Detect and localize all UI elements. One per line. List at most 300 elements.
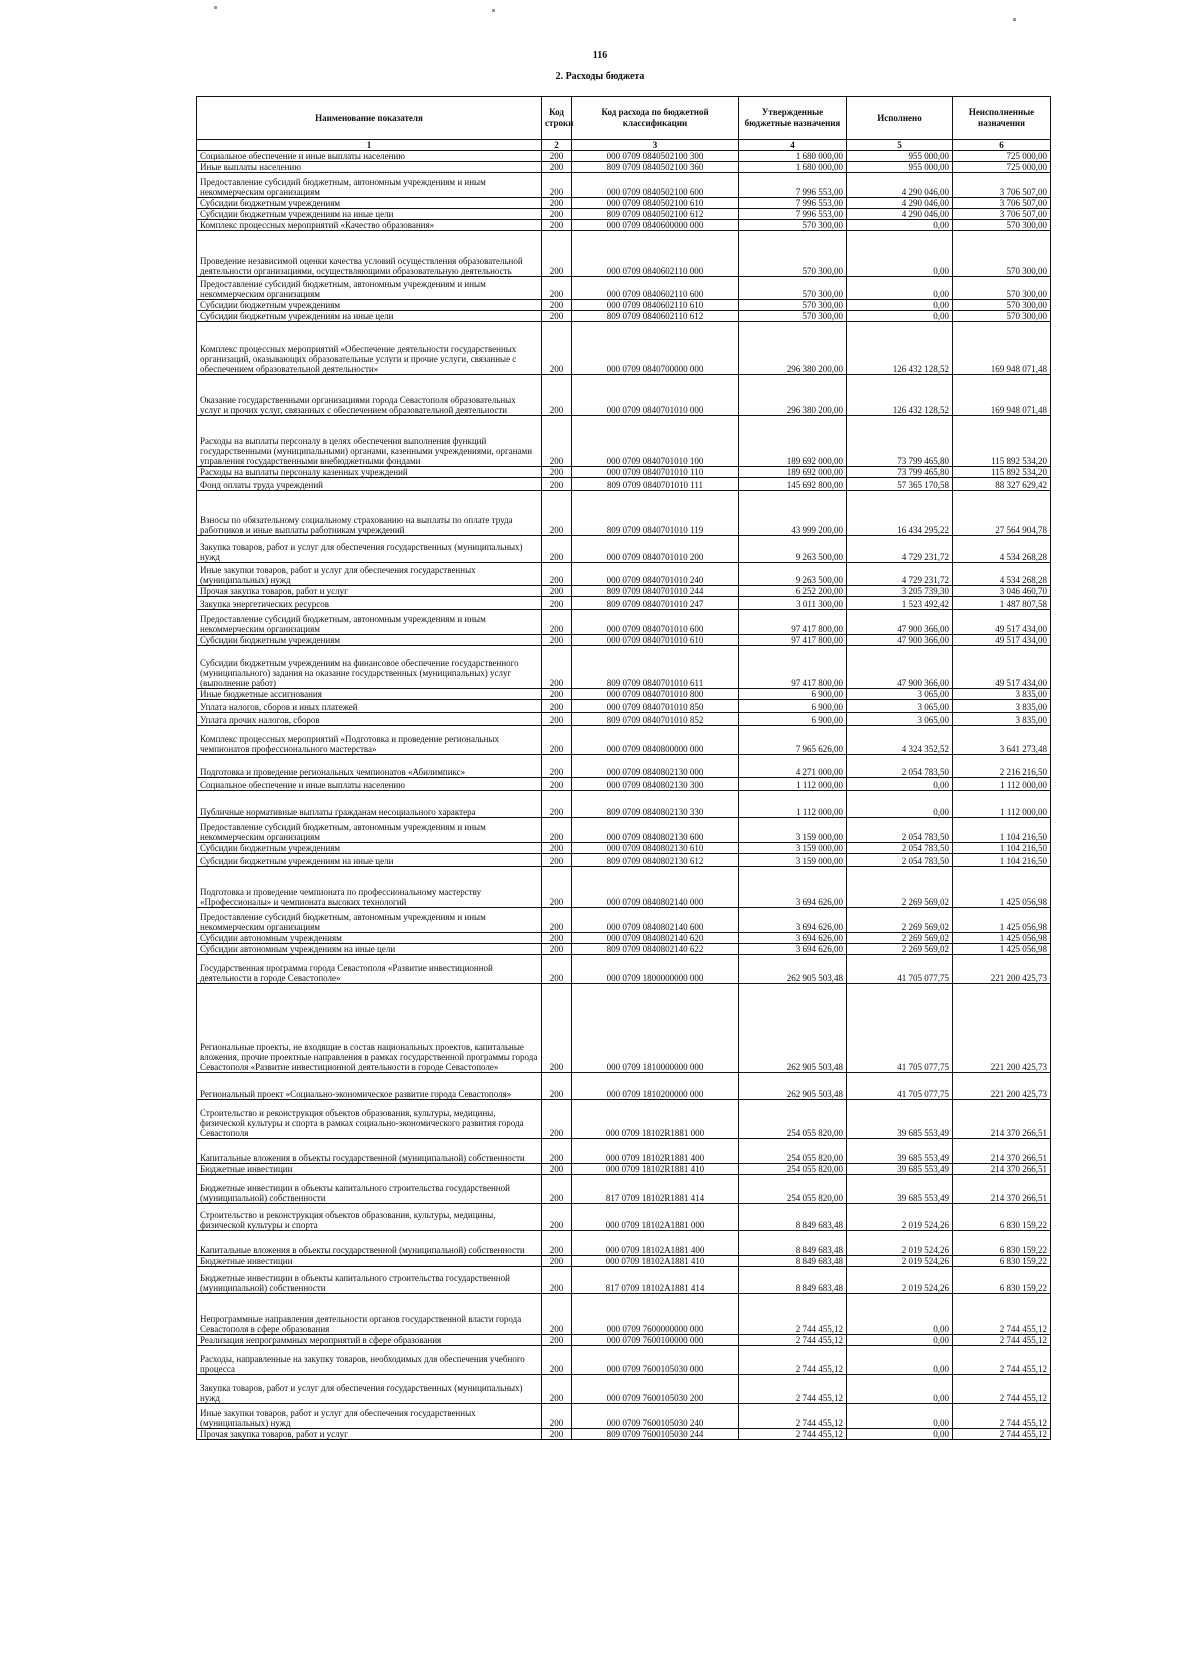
row-name: Подготовка и проведение региональных чемпионатов «Абилимпикс» [197,755,542,778]
row-executed: 2 269 569,02 [847,933,953,944]
row-approved: 570 300,00 [739,300,847,311]
row-name: Субсидии бюджетным учреждениям [197,198,542,209]
row-unexecuted: 49 517 434,00 [953,646,1051,689]
row-executed: 47 900 366,00 [847,610,953,635]
row-name: Иные бюджетные ассигнования [197,689,542,700]
row-unexecuted: 49 517 434,00 [953,635,1051,646]
row-unexecuted: 3 641 273,48 [953,726,1051,755]
row-name: Субсидии автономным учреждениям [197,933,542,944]
row-expense-code: 000 0709 7600000000 000 [572,1294,739,1335]
row-name: Бюджетные инвестиции в объекты капитального строительства государственной (муниципальной) собственности [197,1267,542,1294]
row-line-code: 200 [542,311,572,322]
row-executed: 1 523 492,42 [847,597,953,610]
header-executed: Исполнено [847,97,953,140]
row-approved: 1 112 000,00 [739,791,847,818]
row-unexecuted: 2 744 455,12 [953,1346,1051,1375]
table-row [197,1335,1051,1346]
row-approved: 8 849 683,48 [739,1256,847,1267]
row-name: Непрограммные направления деятельности органов государственной власти города Севастополя в сфере образования [197,1294,542,1335]
row-line-code: 200 [542,933,572,944]
row-line-code: 200 [542,689,572,700]
row-expense-code: 000 0709 0840802140 620 [572,933,739,944]
row-name: Строительство и реконструкция объектов образования, культуры, медицины, физической культуры и спорта в рамках социально-экономического развития города Севастополя [197,1100,542,1139]
row-executed: 2 269 569,02 [847,908,953,933]
table-row [197,955,1051,984]
row-unexecuted: 4 534 268,28 [953,536,1051,563]
row-expense-code: 000 0709 18102R1881 410 [572,1164,739,1175]
row-line-code: 200 [542,198,572,209]
row-expense-code: 000 0709 0840701010 100 [572,416,739,467]
row-approved: 570 300,00 [739,311,847,322]
table-row [197,300,1051,311]
row-expense-code: 817 0709 18102A1881 414 [572,1267,739,1294]
scan-speck [214,6,217,9]
row-unexecuted: 1 104 216,50 [953,818,1051,843]
page-title: 2. Расходы бюджета [555,71,645,82]
row-executed: 47 900 366,00 [847,646,953,689]
table-row [197,933,1051,944]
row-expense-code: 000 0709 0840502100 300 [572,151,739,162]
row-approved: 3 159 000,00 [739,854,847,867]
row-executed: 3 065,00 [847,700,953,713]
row-approved: 2 744 455,12 [739,1375,847,1404]
row-expense-code: 000 0709 0840800000 000 [572,726,739,755]
row-approved: 43 999 200,00 [739,491,847,536]
row-expense-code: 000 0709 0840802140 000 [572,867,739,908]
row-unexecuted: 1 425 056,98 [953,933,1051,944]
row-unexecuted: 2 744 455,12 [953,1429,1051,1440]
row-approved: 97 417 800,00 [739,646,847,689]
table-row [197,209,1051,220]
row-executed: 0,00 [847,231,953,277]
row-unexecuted: 3 046 460,70 [953,586,1051,597]
row-name: Капитальные вложения в объекты государственной (муниципальной) собственности [197,1139,542,1164]
table-row [197,198,1051,209]
row-expense-code: 809 0709 0840701010 111 [572,478,739,491]
row-line-code: 200 [542,1267,572,1294]
row-line-code: 200 [542,778,572,791]
row-expense-code: 809 0709 0840502100 360 [572,162,739,173]
row-line-code: 200 [542,1231,572,1256]
row-expense-code: 809 0709 7600105030 244 [572,1429,739,1440]
column-number: 2 [542,140,572,151]
table-row [197,791,1051,818]
row-unexecuted: 221 200 425,73 [953,984,1051,1073]
row-line-code: 200 [542,1346,572,1375]
row-line-code: 200 [542,1100,572,1139]
row-unexecuted: 115 892 534,20 [953,416,1051,467]
row-unexecuted: 1 112 000,00 [953,791,1051,818]
row-approved: 8 849 683,48 [739,1204,847,1231]
row-expense-code: 809 0709 0840701010 119 [572,491,739,536]
row-line-code: 200 [542,300,572,311]
row-name: Закупка энергетических ресурсов [197,597,542,610]
row-unexecuted: 570 300,00 [953,277,1051,300]
row-unexecuted: 221 200 425,73 [953,955,1051,984]
expenditure-table [196,96,1051,1440]
row-name: Взносы по обязательному социальному страхованию на выплаты по оплате труда работников и иные выплаты работникам учреждений [197,491,542,536]
row-executed: 2 269 569,02 [847,867,953,908]
row-approved: 4 271 000,00 [739,755,847,778]
row-line-code: 200 [542,478,572,491]
table-row [197,646,1051,689]
row-approved: 2 744 455,12 [739,1294,847,1335]
row-expense-code: 000 0709 0840802130 000 [572,755,739,778]
row-executed: 4 729 231,72 [847,563,953,586]
table-row [197,231,1051,277]
table-row [197,689,1051,700]
row-executed: 2 054 783,50 [847,854,953,867]
row-name: Фонд оплаты труда учреждений [197,478,542,491]
row-expense-code: 000 0709 1810200000 000 [572,1073,739,1100]
table-row [197,1256,1051,1267]
table-row [197,563,1051,586]
row-approved: 9 263 500,00 [739,536,847,563]
table-row [197,311,1051,322]
row-executed: 0,00 [847,1375,953,1404]
row-unexecuted: 88 327 629,42 [953,478,1051,491]
table-row [197,173,1051,198]
row-expense-code: 000 0709 0840701010 610 [572,635,739,646]
row-line-code: 200 [542,277,572,300]
table-row [197,277,1051,300]
row-approved: 262 905 503,48 [739,984,847,1073]
row-unexecuted: 49 517 434,00 [953,610,1051,635]
table-row [197,843,1051,854]
row-executed: 3 065,00 [847,689,953,700]
row-unexecuted: 6 830 159,22 [953,1204,1051,1231]
row-name: Субсидии бюджетным учреждениям на иные цели [197,209,542,220]
column-number: 1 [197,140,542,151]
row-executed: 0,00 [847,1404,953,1429]
row-name: Социальное обеспечение и иные выплаты населению [197,151,542,162]
row-executed: 4 290 046,00 [847,173,953,198]
row-executed: 2 054 783,50 [847,843,953,854]
row-executed: 0,00 [847,300,953,311]
row-unexecuted: 1 487 807,58 [953,597,1051,610]
row-unexecuted: 3 835,00 [953,700,1051,713]
row-executed: 2 019 524,26 [847,1267,953,1294]
row-line-code: 200 [542,1404,572,1429]
row-approved: 254 055 820,00 [739,1139,847,1164]
row-approved: 2 744 455,12 [739,1404,847,1429]
row-expense-code: 000 0709 0840602110 000 [572,231,739,277]
row-approved: 7 996 553,00 [739,198,847,209]
table-row [197,984,1051,1073]
row-name: Предоставление субсидий бюджетным, автономным учреждениям и иным некоммерческим организациям [197,818,542,843]
row-line-code: 200 [542,854,572,867]
row-executed: 73 799 465,80 [847,416,953,467]
row-executed: 2 054 783,50 [847,755,953,778]
table-row [197,854,1051,867]
row-approved: 7 965 626,00 [739,726,847,755]
row-name: Подготовка и проведение чемпионата по профессиональному мастерству «Профессионалы» и чемпионата высоких технологий [197,867,542,908]
row-line-code: 200 [542,375,572,416]
table-row [197,635,1051,646]
table-row [197,1294,1051,1335]
row-executed: 0,00 [847,778,953,791]
row-expense-code: 809 0709 0840502100 612 [572,209,739,220]
row-expense-code: 000 0709 18102R1881 000 [572,1100,739,1139]
row-expense-code: 000 0709 7600105030 240 [572,1404,739,1429]
table-row [197,713,1051,726]
row-line-code: 200 [542,586,572,597]
row-unexecuted: 221 200 425,73 [953,1073,1051,1100]
row-unexecuted: 3 835,00 [953,713,1051,726]
row-unexecuted: 570 300,00 [953,231,1051,277]
row-approved: 6 252 200,00 [739,586,847,597]
row-unexecuted: 570 300,00 [953,311,1051,322]
table-row [197,908,1051,933]
page-number: 116 [592,50,608,61]
row-name: Публичные нормативные выплаты гражданам несоциального характера [197,791,542,818]
row-executed: 41 705 077,75 [847,984,953,1073]
row-executed: 3 205 739,30 [847,586,953,597]
row-name: Строительство и реконструкция объектов образования, культуры, медицины, физической культуры и спорта [197,1204,542,1231]
row-unexecuted: 1 104 216,50 [953,843,1051,854]
row-name: Расходы на выплаты персоналу казенных учреждений [197,467,542,478]
row-executed: 0,00 [847,220,953,231]
table-row [197,375,1051,416]
row-executed: 126 432 128,52 [847,375,953,416]
row-name: Реализация непрограммных мероприятий в сфере образования [197,1335,542,1346]
row-expense-code: 000 0709 18102A1881 000 [572,1204,739,1231]
row-executed: 0,00 [847,1294,953,1335]
row-approved: 189 692 000,00 [739,467,847,478]
row-unexecuted: 115 892 534,20 [953,467,1051,478]
table-row [197,1267,1051,1294]
row-executed: 4 324 352,52 [847,726,953,755]
row-approved: 8 849 683,48 [739,1231,847,1256]
row-line-code: 200 [542,908,572,933]
row-name: Комплекс процессных мероприятий «Подготовка и проведение региональных чемпионатов профессионального мастерства» [197,726,542,755]
row-approved: 97 417 800,00 [739,635,847,646]
row-unexecuted: 214 370 266,51 [953,1175,1051,1204]
row-line-code: 200 [542,536,572,563]
row-unexecuted: 214 370 266,51 [953,1139,1051,1164]
row-approved: 7 996 553,00 [739,209,847,220]
row-unexecuted: 1 425 056,98 [953,908,1051,933]
row-unexecuted: 3 706 507,00 [953,173,1051,198]
row-name: Бюджетные инвестиции [197,1256,542,1267]
row-approved: 97 417 800,00 [739,610,847,635]
row-expense-code: 809 0709 0840602110 612 [572,311,739,322]
row-expense-code: 000 0709 0840602110 610 [572,300,739,311]
row-unexecuted: 214 370 266,51 [953,1100,1051,1139]
row-executed: 57 365 170,58 [847,478,953,491]
row-line-code: 200 [542,791,572,818]
row-expense-code: 000 0709 18102A1881 400 [572,1231,739,1256]
table-row [197,1404,1051,1429]
scan-speck [492,9,495,12]
row-approved: 262 905 503,48 [739,1073,847,1100]
row-name: Уплата налогов, сборов и иных платежей [197,700,542,713]
row-name: Оказание государственными организациями города Севастополя образовательных услуг и прочих услуг, связанных с обеспечением образовательной деятельности [197,375,542,416]
row-name: Бюджетные инвестиции [197,1164,542,1175]
row-approved: 296 380 200,00 [739,375,847,416]
row-expense-code: 000 0709 0840701010 000 [572,375,739,416]
row-approved: 3 694 626,00 [739,933,847,944]
row-name: Предоставление субсидий бюджетным, автономным учреждениям и иным некоммерческим организациям [197,277,542,300]
table-row [197,944,1051,955]
row-approved: 6 900,00 [739,713,847,726]
table-row [197,1429,1051,1440]
row-expense-code: 000 0709 7600105030 200 [572,1375,739,1404]
row-line-code: 200 [542,700,572,713]
row-approved: 1 680 000,00 [739,162,847,173]
row-unexecuted: 6 830 159,22 [953,1231,1051,1256]
row-expense-code: 000 0709 0840600000 000 [572,220,739,231]
row-unexecuted: 2 744 455,12 [953,1404,1051,1429]
table-row [197,162,1051,173]
row-name: Субсидии бюджетным учреждениям [197,300,542,311]
row-executed: 0,00 [847,277,953,300]
row-unexecuted: 3 835,00 [953,689,1051,700]
table-row [197,1375,1051,1404]
row-line-code: 200 [542,955,572,984]
row-approved: 189 692 000,00 [739,416,847,467]
row-line-code: 200 [542,1429,572,1440]
row-name: Капитальные вложения в объекты государственной (муниципальной) собственности [197,1231,542,1256]
table-row [197,322,1051,375]
row-name: Субсидии бюджетным учреждениям на иные цели [197,854,542,867]
row-unexecuted: 4 534 268,28 [953,563,1051,586]
row-line-code: 200 [542,151,572,162]
row-line-code: 200 [542,491,572,536]
row-unexecuted: 169 948 071,48 [953,322,1051,375]
row-expense-code: 000 0709 1810000000 000 [572,984,739,1073]
row-unexecuted: 1 425 056,98 [953,944,1051,955]
row-executed: 2 019 524,26 [847,1204,953,1231]
row-line-code: 200 [542,1164,572,1175]
row-expense-code: 000 0709 0840701010 240 [572,563,739,586]
row-executed: 0,00 [847,1429,953,1440]
row-expense-code: 000 0709 0840701010 110 [572,467,739,478]
row-approved: 3 159 000,00 [739,843,847,854]
row-line-code: 200 [542,1139,572,1164]
row-name: Закупка товаров, работ и услуг для обеспечения государственных (муниципальных) нужд [197,1375,542,1404]
row-expense-code: 809 0709 0840802130 612 [572,854,739,867]
row-name: Государственная программа города Севастополя «Развитие инвестиционной деятельности в городе Севастополе» [197,955,542,984]
row-line-code: 200 [542,1175,572,1204]
header-unexecuted: Неисполненные назначения [953,97,1051,140]
row-executed: 39 685 553,49 [847,1100,953,1139]
row-line-code: 200 [542,726,572,755]
row-expense-code: 809 0709 0840701010 247 [572,597,739,610]
row-line-code: 200 [542,755,572,778]
row-approved: 8 849 683,48 [739,1267,847,1294]
row-executed: 41 705 077,75 [847,955,953,984]
row-expense-code: 000 0709 0840701010 850 [572,700,739,713]
row-unexecuted: 2 744 455,12 [953,1375,1051,1404]
row-unexecuted: 2 216 216,50 [953,755,1051,778]
row-expense-code: 000 0709 18102A1881 410 [572,1256,739,1267]
row-approved: 570 300,00 [739,277,847,300]
row-unexecuted: 6 830 159,22 [953,1267,1051,1294]
row-executed: 955 000,00 [847,162,953,173]
table-row [197,1139,1051,1164]
row-line-code: 200 [542,231,572,277]
row-expense-code: 000 0709 0840700000 000 [572,322,739,375]
table-row [197,867,1051,908]
row-executed: 41 705 077,75 [847,1073,953,1100]
table-row [197,610,1051,635]
row-name: Предоставление субсидий бюджетным, автономным учреждениям и иным некоммерческим организациям [197,908,542,933]
row-executed: 39 685 553,49 [847,1139,953,1164]
row-approved: 6 900,00 [739,700,847,713]
row-executed: 955 000,00 [847,151,953,162]
scan-speck [1013,18,1016,21]
row-executed: 2 019 524,26 [847,1231,953,1256]
row-unexecuted: 570 300,00 [953,300,1051,311]
column-number: 6 [953,140,1051,151]
row-expense-code: 000 0709 7600105030 000 [572,1346,739,1375]
row-expense-code: 000 0709 0840802130 600 [572,818,739,843]
row-name: Социальное обеспечение и иные выплаты населению [197,778,542,791]
row-name: Субсидии бюджетным учреждениям [197,635,542,646]
row-name: Субсидии бюджетным учреждениям [197,843,542,854]
row-executed: 39 685 553,49 [847,1175,953,1204]
row-executed: 47 900 366,00 [847,635,953,646]
table-row [197,416,1051,467]
row-expense-code: 000 0709 0840602110 600 [572,277,739,300]
row-line-code: 200 [542,467,572,478]
column-number-row [197,140,1051,151]
row-line-code: 200 [542,597,572,610]
table-row [197,586,1051,597]
row-executed: 73 799 465,80 [847,467,953,478]
row-approved: 262 905 503,48 [739,955,847,984]
row-approved: 570 300,00 [739,231,847,277]
row-line-code: 200 [542,162,572,173]
row-expense-code: 000 0709 0840502100 610 [572,198,739,209]
table-row [197,151,1051,162]
column-number: 4 [739,140,847,151]
row-unexecuted: 725 000,00 [953,162,1051,173]
row-approved: 7 996 553,00 [739,173,847,198]
row-executed: 16 434 295,22 [847,491,953,536]
table-row [197,1204,1051,1231]
row-name: Предоставление субсидий бюджетным, автономным учреждениям и иным некоммерческим организациям [197,610,542,635]
row-expense-code: 000 0709 18102R1881 400 [572,1139,739,1164]
row-approved: 3 694 626,00 [739,908,847,933]
row-expense-code: 000 0709 0840802130 300 [572,778,739,791]
table-row [197,726,1051,755]
table-row [197,778,1051,791]
column-number: 5 [847,140,953,151]
row-unexecuted: 3 706 507,00 [953,209,1051,220]
row-executed: 126 432 128,52 [847,322,953,375]
row-expense-code: 000 0709 1800000000 000 [572,955,739,984]
row-unexecuted: 570 300,00 [953,220,1051,231]
table-row [197,818,1051,843]
row-approved: 254 055 820,00 [739,1164,847,1175]
row-unexecuted: 6 830 159,22 [953,1256,1051,1267]
row-name: Предоставление субсидий бюджетным, автономным учреждениям и иным некоммерческим организациям [197,173,542,198]
row-approved: 6 900,00 [739,689,847,700]
row-line-code: 200 [542,818,572,843]
row-name: Уплата прочих налогов, сборов [197,713,542,726]
row-unexecuted: 2 744 455,12 [953,1294,1051,1335]
table-row [197,1346,1051,1375]
row-line-code: 200 [542,713,572,726]
row-executed: 4 290 046,00 [847,198,953,209]
header-indicator-name: Наименование показателя [197,97,542,140]
row-executed: 39 685 553,49 [847,1164,953,1175]
row-line-code: 200 [542,984,572,1073]
row-unexecuted: 1 104 216,50 [953,854,1051,867]
header-line-code: Код строки [542,97,572,140]
